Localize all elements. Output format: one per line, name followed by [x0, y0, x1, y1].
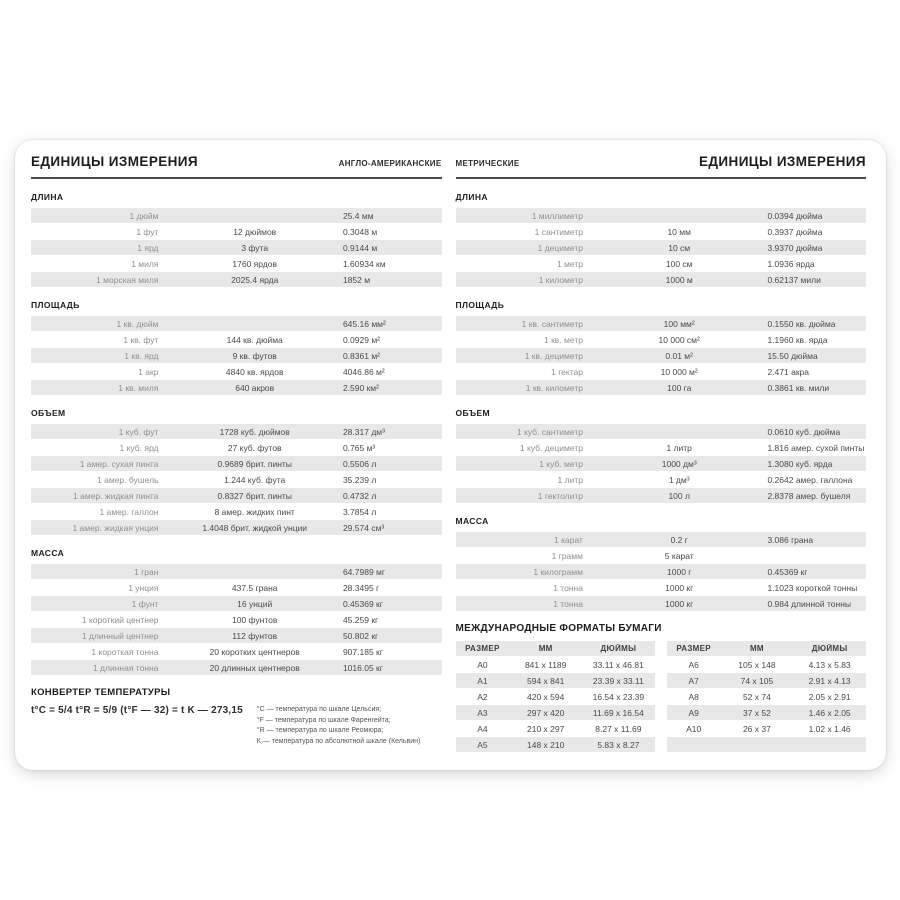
table-row	[456, 208, 867, 223]
table-row	[456, 689, 655, 704]
section-heading: ДЛИНА	[31, 192, 64, 202]
section-heading: ДЛИНА	[455, 192, 488, 202]
area-table	[456, 316, 867, 395]
temperature-converter-title: КОНВЕРТЕР ТЕМПЕРАТУРЫ	[31, 687, 171, 698]
table-cell: 1 кв. дециметр	[524, 350, 583, 361]
section-length	[31, 192, 442, 287]
table-cell: A10	[686, 723, 702, 734]
temperature-converter	[31, 687, 442, 747]
table-cell: 2.8378 амер. бушеля	[767, 490, 851, 501]
page-title: ЕДИНИЦЫ ИЗМЕРЕНИЯ	[31, 154, 198, 169]
section-volume	[456, 408, 867, 503]
temperature-formula: t°C = 5/4 t°R = 5/9 (t°F — 32) = t K — 273,15	[31, 705, 243, 716]
table-cell: 0.8361 м²	[342, 350, 380, 361]
table-cell: 420 x 594	[526, 691, 565, 702]
table-cell: 16.54 x 23.39	[592, 691, 645, 702]
table-cell: A2	[477, 691, 488, 702]
table-row	[31, 564, 442, 579]
table-cell: 100 л	[668, 490, 690, 501]
table-row	[31, 380, 442, 395]
table-cell: 26 x 37	[742, 723, 771, 734]
table-cell: 2.91 x 4.13	[808, 675, 851, 686]
table-row	[456, 721, 655, 736]
table-cell: 0.1550 кв. дюйма	[767, 318, 836, 329]
table-cell: 645.16 мм²	[342, 318, 386, 329]
table-cell: 100 мм²	[663, 318, 695, 329]
table-row	[456, 332, 867, 347]
table-row	[456, 705, 655, 720]
table-cell: 8 амер. жидких пинт	[214, 506, 295, 517]
column-header-mm: ММ	[749, 644, 764, 653]
table-row	[456, 548, 867, 563]
table-cell: 0.3048 м	[342, 226, 378, 237]
table-cell: 1 короткая тонна	[91, 646, 159, 657]
table-cell: 1 гектар	[551, 366, 583, 377]
table-cell: 1 килограмм	[533, 566, 583, 577]
table-row	[456, 224, 867, 239]
table-cell: 74 x 105	[740, 675, 774, 686]
table-cell: 210 x 297	[526, 723, 565, 734]
table-row	[667, 705, 866, 720]
table-cell: 4840 кв. ярдов	[225, 366, 284, 377]
temperature-notes	[257, 705, 442, 747]
section-heading: МАССА	[31, 548, 65, 558]
table-cell: 1 длинная тонна	[92, 662, 159, 673]
table-cell: 1 куб. ярд	[119, 442, 159, 453]
table-row	[31, 424, 442, 439]
section-mass	[31, 548, 442, 675]
table-cell: 0.0394 дюйма	[767, 210, 823, 221]
table-cell: 3 фута	[241, 242, 269, 253]
table-cell: A6	[688, 659, 699, 670]
table-cell: 4.13 x 5.83	[808, 659, 851, 670]
table-cell: 1760 ярдов	[232, 258, 277, 269]
table-row	[31, 520, 442, 535]
section-heading: ПЛОЩАДЬ	[31, 300, 80, 310]
table-cell: 1 кв. километр	[525, 382, 583, 393]
table-cell: 1 короткий центнер	[81, 614, 159, 625]
table-row	[31, 456, 442, 471]
table-cell: 1 кв. фут	[123, 334, 159, 345]
table-cell: 1 кв. миля	[118, 382, 159, 393]
right-page	[456, 154, 867, 753]
table-cell: 1.3080 куб. ярда	[767, 458, 833, 469]
table-cell: A1	[477, 675, 488, 686]
table-cell: 907.185 кг	[342, 646, 383, 657]
table-row	[31, 488, 442, 503]
table-cell: 10 см	[668, 242, 691, 253]
table-row	[456, 532, 867, 547]
table-cell: 1 амер. жидкая пинта	[73, 490, 159, 501]
table-cell: A3	[477, 707, 488, 718]
table-row	[31, 332, 442, 347]
table-row	[456, 580, 867, 595]
table-row	[456, 456, 867, 471]
table-cell: 1 дм³	[668, 474, 690, 485]
section-area	[31, 300, 442, 395]
table-cell: 52 x 74	[742, 691, 771, 702]
table-cell: 20 коротких центнеров	[209, 646, 300, 657]
table-row	[456, 440, 867, 455]
table-row	[456, 737, 655, 752]
table-cell: 1852 м	[342, 274, 371, 285]
section-length	[456, 192, 867, 287]
table-cell: 1.60934 км	[342, 258, 386, 269]
table-row	[667, 689, 866, 704]
table-cell: 16 унций	[237, 598, 273, 609]
column-header-mm: ММ	[538, 644, 553, 653]
table-row	[31, 612, 442, 627]
table-row	[31, 580, 442, 595]
table-cell: 100 фунтов	[231, 614, 278, 625]
table-row	[31, 596, 442, 611]
table-cell: 0.3937 дюйма	[767, 226, 823, 237]
note-line: К — температура по абсолютной шкале (Кельвин)	[256, 737, 421, 745]
section-mass	[456, 516, 867, 611]
table-cell: 0.45369 кг	[342, 598, 383, 609]
table-cell: 1016.05 кг	[342, 662, 383, 673]
table-cell: 1 амер. галлон	[99, 506, 159, 517]
table-cell: 2.471 акра	[767, 366, 809, 377]
table-cell: 1 амер. сухая пинта	[79, 458, 159, 469]
table-row	[456, 596, 867, 611]
table-cell: A7	[688, 675, 699, 686]
table-row	[456, 272, 867, 287]
table-cell: 0.9144 м	[342, 242, 378, 253]
column-header-inches: ДЮЙМЫ	[600, 644, 637, 653]
table-cell: 1 унция	[128, 582, 159, 593]
table-cell: 640 акров	[235, 382, 275, 393]
right-page-header	[456, 154, 867, 179]
table-cell: 0.984 длинной тонны	[767, 598, 852, 609]
table-cell: 1 гектолитр	[537, 490, 583, 501]
reference-page-card	[15, 140, 886, 770]
paper-table-a6-a10	[667, 641, 866, 753]
table-row	[667, 737, 866, 752]
mass-table	[456, 532, 867, 611]
table-cell: 594 x 841	[526, 675, 565, 686]
table-cell: 8.27 x 11.69	[595, 723, 642, 734]
table-cell: 5.83 x 8.27	[597, 739, 640, 750]
table-cell: 28.3495 г	[342, 582, 380, 593]
table-cell: 1 кв. сантиметр	[521, 318, 583, 329]
table-cell: 20 длинных центнеров	[209, 662, 300, 673]
table-cell: 1.02 x 1.46	[808, 723, 851, 734]
table-cell: 1 тонна	[553, 598, 583, 609]
table-cell: 45.259 кг	[342, 614, 379, 625]
table-cell: 11.69 x 16.54	[592, 707, 644, 718]
table-cell: A9	[688, 707, 699, 718]
table-cell: 35.239 л	[342, 474, 377, 485]
table-cell: 1.0936 ярда	[767, 258, 815, 269]
table-row	[31, 316, 442, 331]
table-row	[456, 240, 867, 255]
table-cell: 1 акр	[138, 366, 159, 377]
table-cell: 1 литр	[557, 474, 583, 485]
mass-table	[31, 564, 442, 675]
table-cell: 1 куб. фут	[118, 426, 159, 437]
table-cell: 1 ярд	[137, 242, 159, 253]
table-cell: 1000 дм³	[661, 458, 697, 469]
table-cell: 0.765 м³	[342, 442, 376, 453]
table-cell: 10 000 см²	[658, 334, 700, 345]
page-tag-anglo-american: АНГЛО-АМЕРИКАНСКИЕ	[338, 159, 442, 168]
table-cell: 148 x 210	[526, 739, 565, 750]
table-cell: 1 дециметр	[537, 242, 583, 253]
table-cell: 1.816 амер. сухой пинты	[767, 442, 865, 453]
section-volume	[31, 408, 442, 535]
table-cell: 23.39 x 33.11	[592, 675, 644, 686]
table-cell: 1000 м	[665, 274, 693, 285]
table-cell: 1 куб. метр	[539, 458, 583, 469]
paper-table-a0-a5	[456, 641, 655, 753]
table-row	[31, 348, 442, 363]
table-cell: 1 морская миля	[96, 274, 159, 285]
table-cell: 1 фунт	[131, 598, 159, 609]
table-cell: 1 карат	[554, 534, 583, 545]
paper-table-header	[456, 641, 655, 656]
table-row	[456, 424, 867, 439]
table-cell: 144 кв. дюйма	[226, 334, 283, 345]
table-row	[456, 472, 867, 487]
table-cell: 0.5506 л	[342, 458, 377, 469]
table-cell: 27 куб. футов	[227, 442, 282, 453]
area-table	[31, 316, 442, 395]
table-cell: 112 фунтов	[232, 630, 278, 641]
table-row	[667, 673, 866, 688]
table-row	[31, 364, 442, 379]
table-cell: 0.01 м²	[665, 350, 693, 361]
paper-rows-right	[667, 657, 866, 752]
table-cell: 1 амер. жидкая унция	[72, 522, 159, 533]
table-row	[456, 657, 655, 672]
section-heading: ПЛОЩАДЬ	[455, 300, 505, 310]
table-cell: 1 литр	[666, 442, 692, 453]
table-cell: 12 дюймов	[233, 226, 277, 237]
section-area	[456, 300, 867, 395]
table-cell: 1 амер. бушель	[97, 474, 159, 485]
table-cell: 28.317 дм³	[342, 426, 385, 437]
section-heading: ОБЪЕМ	[455, 408, 491, 418]
table-row	[31, 256, 442, 271]
table-row	[31, 628, 442, 643]
table-row	[31, 504, 442, 519]
table-cell: 0.0610 куб. дюйма	[767, 426, 841, 437]
paper-formats	[456, 623, 867, 753]
paper-table-header	[667, 641, 866, 656]
table-cell: 1 кв. метр	[543, 334, 583, 345]
table-cell: 1 кв. дюйм	[116, 318, 159, 329]
column-header-size: РАЗМЕР	[465, 644, 500, 653]
table-cell: A0	[477, 659, 488, 670]
table-row	[667, 657, 866, 672]
table-cell: 10 мм	[667, 226, 691, 237]
table-cell: 2.05 x 2.91	[808, 691, 851, 702]
table-cell: 0.9689 брит. пинты	[217, 458, 292, 469]
table-row	[31, 440, 442, 455]
table-cell: 0.2642 амер. галлона	[767, 474, 853, 485]
table-cell: 2025.4 ярда	[231, 274, 279, 285]
table-cell: 1.1960 кв. ярда	[767, 334, 828, 345]
table-cell: 100 см	[665, 258, 693, 269]
table-cell: 1000 кг	[665, 598, 694, 609]
table-cell: 1 гран	[134, 566, 159, 577]
table-cell: 1.244 куб. фута	[224, 474, 286, 485]
table-cell: 4046.86 м²	[342, 366, 385, 377]
table-cell: 1 сантиметр	[534, 226, 583, 237]
table-cell: A5	[477, 739, 488, 750]
left-page	[31, 154, 442, 753]
table-row	[31, 660, 442, 675]
table-cell: 1 грамм	[551, 550, 583, 561]
table-row	[31, 224, 442, 239]
table-cell: 1 километр	[538, 274, 583, 285]
table-cell: 3.086 грана	[767, 534, 814, 545]
table-cell: 10 000 м²	[660, 366, 698, 377]
table-cell: 15.50 дюйма	[767, 350, 818, 361]
left-page-header	[31, 154, 442, 179]
table-cell: 297 x 420	[526, 707, 565, 718]
table-cell: A8	[688, 691, 699, 702]
table-row	[456, 488, 867, 503]
column-header-inches: ДЮЙМЫ	[811, 644, 848, 653]
table-cell: 1 куб. сантиметр	[516, 426, 583, 437]
table-cell: 100 га	[667, 382, 692, 393]
table-cell: 1 тонна	[553, 582, 583, 593]
table-row	[456, 348, 867, 363]
table-row	[31, 208, 442, 223]
table-cell: 3.7854 л	[342, 506, 377, 517]
table-cell: A4	[477, 723, 488, 734]
table-row	[456, 380, 867, 395]
table-row	[456, 364, 867, 379]
table-cell: 841 x 1189	[524, 659, 567, 670]
table-row	[456, 316, 867, 331]
table-row	[456, 673, 655, 688]
table-cell: 437.5 грана	[231, 582, 278, 593]
table-cell: 0.3861 кв. мили	[767, 382, 830, 393]
table-row	[31, 644, 442, 659]
table-cell: 2.590 км²	[342, 382, 379, 393]
table-cell: 37 x 52	[742, 707, 771, 718]
table-row	[456, 256, 867, 271]
table-cell: 5 карат	[664, 550, 694, 561]
table-cell: 0.0929 м²	[342, 334, 380, 345]
table-cell: 1 длинный центнер	[81, 630, 159, 641]
table-cell: 0.4732 л	[342, 490, 377, 501]
table-row	[31, 240, 442, 255]
table-cell: 0.62137 мили	[767, 274, 821, 285]
table-cell: 1000 кг	[665, 582, 694, 593]
table-cell: 1 кв. ярд	[124, 350, 159, 361]
table-cell: 1728 куб. дюймов	[219, 426, 290, 437]
section-heading: ОБЪЕМ	[31, 408, 66, 418]
table-cell: 1.46 x 2.05	[808, 707, 851, 718]
note-line: °F — температура по шкале Фаренгейта;	[256, 716, 391, 724]
table-cell: 1 фут	[136, 226, 159, 237]
table-cell: 29.574 см³	[342, 522, 385, 533]
section-heading: МАССА	[455, 516, 489, 526]
table-cell: 1 дюйм	[129, 210, 159, 221]
note-line: °R — температура по шкале Реомюра;	[256, 727, 384, 734]
table-cell: 50.802 кг	[342, 630, 379, 641]
table-cell: 1.4048 брит. жидкой унции	[202, 522, 308, 533]
table-cell: 33.11 x 46.81	[592, 659, 644, 670]
table-row	[31, 272, 442, 287]
table-cell: 0.45369 кг	[767, 566, 808, 577]
paper-formats-title: МЕЖДУНАРОДНЫЕ ФОРМАТЫ БУМАГИ	[455, 623, 662, 634]
length-table	[31, 208, 442, 287]
table-cell: 1 миля	[131, 258, 159, 269]
page-tag-metric: МЕТРИЧЕСКИЕ	[455, 159, 520, 168]
table-row	[667, 721, 866, 736]
table-cell: 9 кв. футов	[232, 350, 277, 361]
table-cell: 105 x 148	[738, 659, 776, 670]
note-line: °C — температура по шкале Цельсия;	[256, 706, 382, 713]
table-cell: 64.7989 мг	[342, 566, 385, 577]
table-cell: 1 миллиметр	[531, 210, 583, 221]
table-cell: 1 метр	[556, 258, 583, 269]
table-cell: 0.8327 брит. пинты	[217, 490, 292, 501]
column-header-size: РАЗМЕР	[676, 644, 711, 653]
table-cell: 1 куб. дециметр	[519, 442, 583, 453]
table-cell: 1000 г	[667, 566, 692, 577]
volume-table	[31, 424, 442, 535]
paper-rows-left	[456, 657, 655, 752]
table-cell: 1.1023 короткой тонны	[767, 582, 858, 593]
length-table	[456, 208, 867, 287]
table-cell: 25.4 мм	[342, 210, 374, 221]
table-cell: 0.2 г	[670, 534, 688, 545]
table-row	[31, 472, 442, 487]
volume-table	[456, 424, 867, 503]
table-cell: 3.9370 дюйма	[767, 242, 823, 253]
page-title: ЕДИНИЦЫ ИЗМЕРЕНИЯ	[699, 154, 866, 169]
table-row	[456, 564, 867, 579]
